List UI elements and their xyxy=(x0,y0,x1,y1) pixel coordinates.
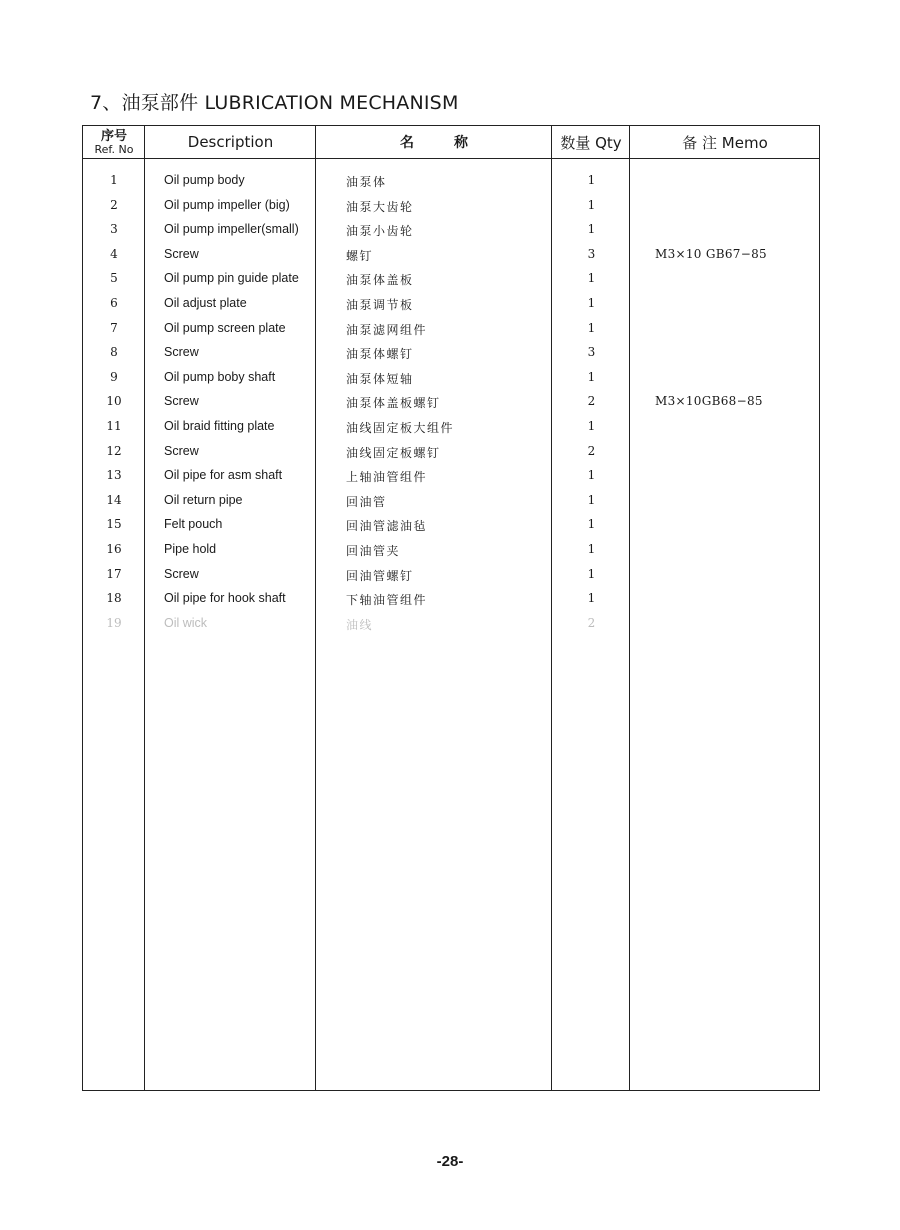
qty-cell: 1 xyxy=(587,271,596,286)
chinese-name-cell: 油线固定板大组件 xyxy=(346,421,455,435)
table-row xyxy=(83,591,819,616)
table-row xyxy=(83,616,819,641)
table-row xyxy=(83,271,819,296)
qty-cell: 1 xyxy=(587,517,596,532)
description-cell: Oil adjust plate xyxy=(164,296,247,310)
header-name-cn: 名称 xyxy=(400,135,508,151)
qty-cell: 1 xyxy=(587,566,596,581)
ref-no-cell: 4 xyxy=(110,246,118,261)
header-ref-cn: 序号 xyxy=(100,128,127,144)
qty-cell: 1 xyxy=(587,369,596,384)
qty-cell: 3 xyxy=(587,345,596,360)
description-cell: Felt pouch xyxy=(164,517,223,532)
header-qty: 数量 Qty xyxy=(560,133,622,152)
qty-cell: 2 xyxy=(587,615,596,630)
ref-no-cell: 10 xyxy=(106,394,122,409)
memo-cell: M3×10 GB67−85 xyxy=(655,246,767,261)
ref-no-cell: 7 xyxy=(110,320,118,335)
ref-no-cell: 6 xyxy=(110,296,118,310)
header-ref-en: Ref. No xyxy=(94,142,134,156)
description-cell: Oil pump pin guide plate xyxy=(164,271,299,286)
description-cell: Pipe hold xyxy=(164,542,217,556)
table-row xyxy=(83,198,819,223)
header-ref-no xyxy=(83,126,145,158)
table-row xyxy=(83,345,819,370)
page-number: -28- xyxy=(436,1153,464,1170)
description-cell: Screw xyxy=(164,345,199,360)
memo-cell: M3×10GB68−85 xyxy=(655,394,763,409)
qty-cell: 2 xyxy=(587,394,596,409)
chinese-name-cell: 下轴油管组件 xyxy=(346,593,428,608)
ref-no-cell: 17 xyxy=(106,566,122,581)
qty-cell: 1 xyxy=(587,222,596,237)
description-cell: Oil pipe for hook shaft xyxy=(164,591,286,606)
chinese-name-cell: 油泵体短轴 xyxy=(346,371,414,386)
qty-cell: 1 xyxy=(587,419,596,433)
chinese-name-cell: 上轴油管组件 xyxy=(346,470,428,485)
ref-no-cell: 19 xyxy=(106,615,122,630)
description-cell: Oil pump boby shaft xyxy=(164,369,276,384)
qty-cell: 1 xyxy=(587,296,596,310)
header-divider xyxy=(83,158,819,159)
chinese-name-cell: 油泵小齿轮 xyxy=(346,224,414,239)
qty-cell: 1 xyxy=(587,320,596,335)
qty-cell: 1 xyxy=(587,468,596,483)
description-cell: Screw xyxy=(164,246,199,261)
chinese-name-cell: 回油管夹 xyxy=(346,544,401,558)
description-cell: Screw xyxy=(164,394,199,409)
chinese-name-cell: 油泵调节板 xyxy=(346,298,414,312)
chinese-name-cell: 油泵体螺钉 xyxy=(346,347,414,362)
chinese-name-cell: 回油管滤油毡 xyxy=(346,519,428,534)
table-row xyxy=(83,394,819,419)
chinese-name-cell: 油泵体盖板 xyxy=(346,273,414,288)
description-cell: Oil wick xyxy=(164,615,208,630)
chinese-name-cell: 油泵体 xyxy=(346,175,387,189)
parts-table xyxy=(82,125,820,1091)
ref-no-cell: 16 xyxy=(106,542,122,556)
description-cell: Screw xyxy=(164,443,199,458)
chinese-name-cell: 油泵体盖板螺钉 xyxy=(346,396,441,411)
table-row xyxy=(83,222,819,247)
table-row xyxy=(83,321,819,346)
ref-no-cell: 1 xyxy=(110,173,118,187)
table-row xyxy=(83,247,819,272)
table-row xyxy=(83,296,819,321)
chinese-name-cell: 油泵大齿轮 xyxy=(346,199,414,214)
table-row xyxy=(83,419,819,444)
header-memo: 备 注 Memo xyxy=(682,133,768,152)
chinese-name-cell: 回油管螺钉 xyxy=(346,568,414,583)
description-cell: Oil braid fitting plate xyxy=(164,419,275,433)
table-row xyxy=(83,173,819,198)
description-cell: Oil return pipe xyxy=(164,492,243,507)
header-description: Description xyxy=(187,133,274,151)
chinese-name-cell: 螺钉 xyxy=(346,248,374,263)
description-cell: Screw xyxy=(164,566,199,581)
table-row xyxy=(83,493,819,518)
table-row xyxy=(83,542,819,567)
table-row xyxy=(83,567,819,592)
ref-no-cell: 12 xyxy=(106,443,122,458)
description-cell: Oil pump body xyxy=(164,173,245,187)
ref-no-cell: 3 xyxy=(110,222,118,237)
description-cell: Oil pump screen plate xyxy=(164,320,286,335)
ref-no-cell: 18 xyxy=(106,591,122,606)
ref-no-cell: 15 xyxy=(106,517,122,532)
qty-cell: 1 xyxy=(587,173,596,187)
table-row xyxy=(83,517,819,542)
qty-cell: 2 xyxy=(587,443,596,458)
ref-no-cell: 14 xyxy=(106,492,122,507)
qty-cell: 1 xyxy=(587,591,596,606)
qty-cell: 3 xyxy=(587,246,596,261)
description-cell: Oil pump impeller(small) xyxy=(164,222,299,237)
table-row xyxy=(83,468,819,493)
ref-no-cell: 13 xyxy=(106,468,122,483)
chinese-name-cell: 油线 xyxy=(346,617,374,632)
chinese-name-cell: 油线固定板螺钉 xyxy=(346,445,441,460)
chinese-name-cell: 油泵滤网组件 xyxy=(346,322,428,337)
qty-cell: 1 xyxy=(587,492,596,507)
ref-no-cell: 2 xyxy=(110,197,118,212)
ref-no-cell: 5 xyxy=(110,271,118,286)
page-title: 7、油泵部件 LUBRICATION MECHANISM xyxy=(90,92,459,114)
ref-no-cell: 11 xyxy=(106,419,122,433)
qty-cell: 1 xyxy=(587,197,596,212)
description-cell: Oil pump impeller (big) xyxy=(164,197,290,212)
description-cell: Oil pipe for asm shaft xyxy=(164,468,283,483)
chinese-name-cell: 回油管 xyxy=(346,494,387,509)
qty-cell: 1 xyxy=(587,542,596,556)
table-row xyxy=(83,444,819,469)
table-row xyxy=(83,370,819,395)
ref-no-cell: 9 xyxy=(110,369,118,384)
ref-no-cell: 8 xyxy=(110,345,118,360)
